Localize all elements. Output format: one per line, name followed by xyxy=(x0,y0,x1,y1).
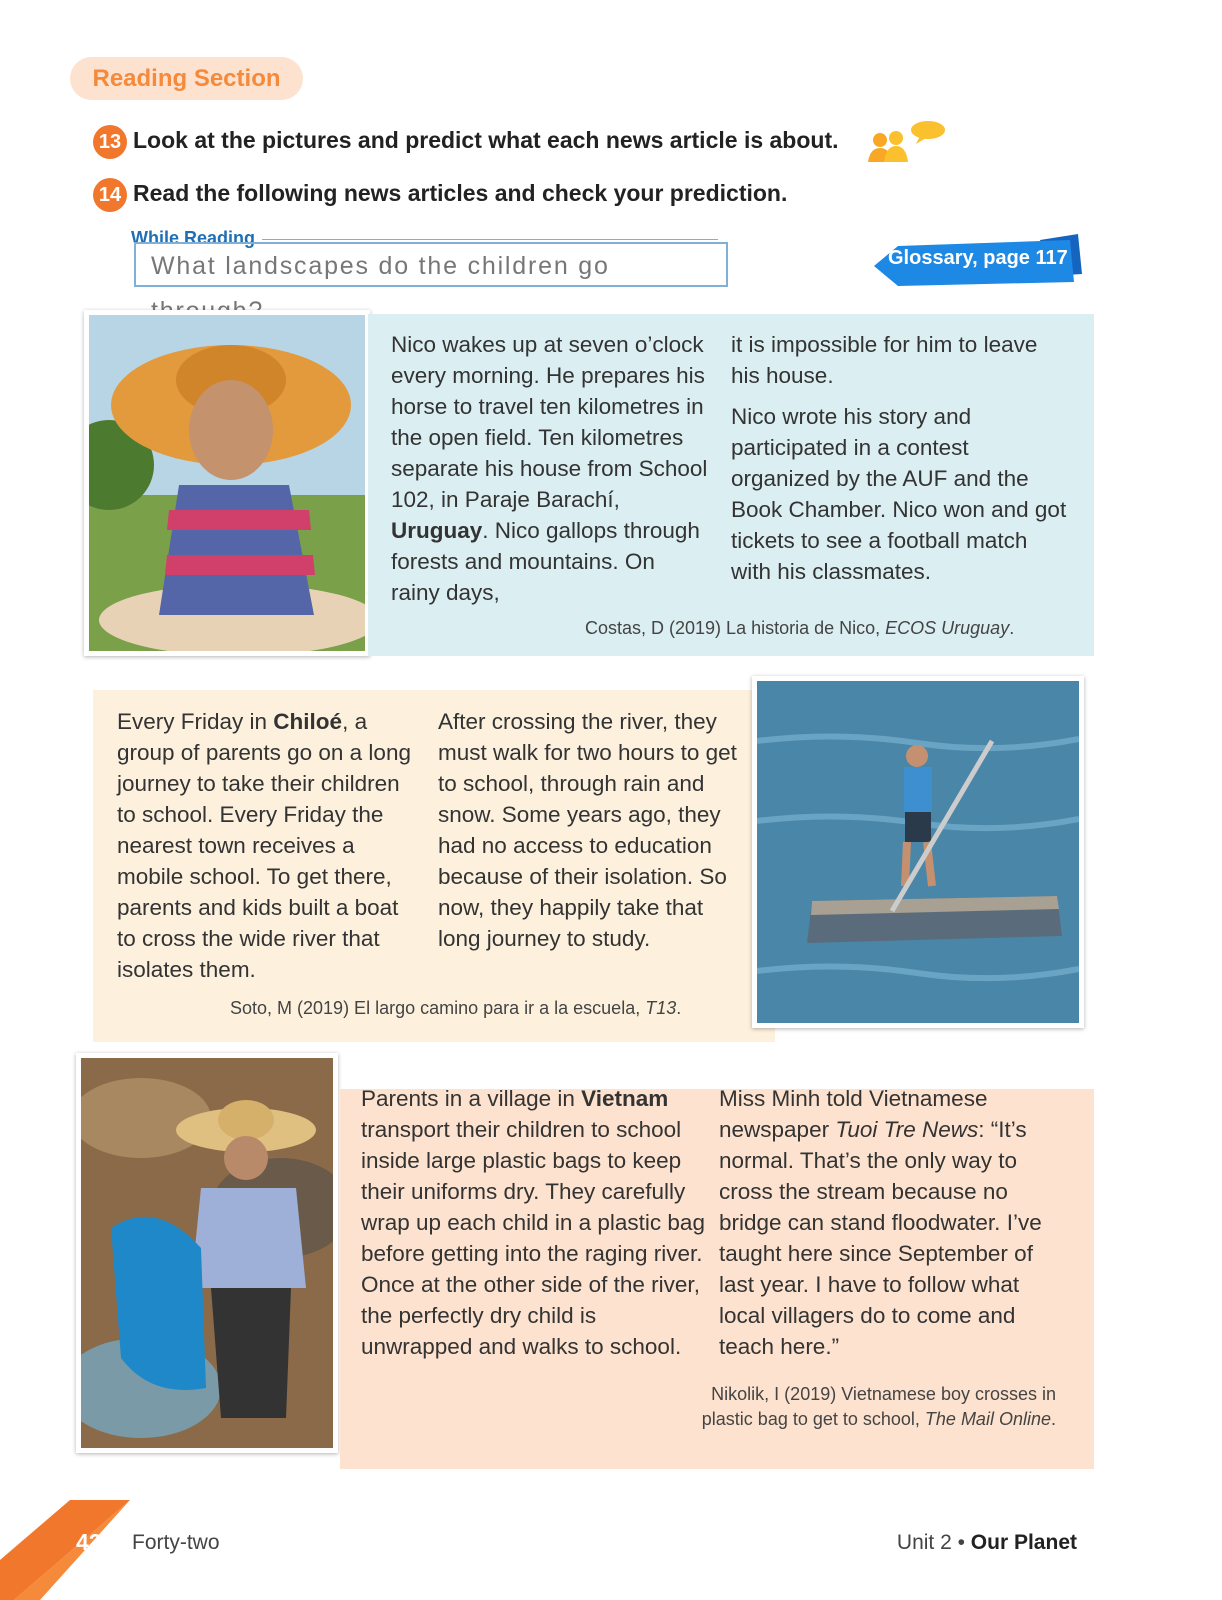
while-reading-label: While Reading xyxy=(131,228,256,248)
article-vietnam-column-2: Miss Minh told Vietnamese newspaper Tuoi Tre News: “It’s normal. That’s the only way to cross the stream because no bridge can stand floodwater. I’ve taught here since September of last year. I have to follow what local villagers do to come and teach here.” xyxy=(719,1086,1042,1359)
page-number-words: Forty-two xyxy=(132,1531,220,1554)
while-reading-rule xyxy=(262,239,718,240)
article-chiloe-citation: Soto, M (2019) El largo camino para ir a la escuela, T13. xyxy=(230,998,682,1018)
photo-woman-with-bag xyxy=(76,1053,338,1453)
place-uruguay: Uruguay xyxy=(391,518,483,543)
photo-boy-on-raft xyxy=(752,676,1084,1028)
unit-label: Unit 2 • Our Planet xyxy=(896,1531,1077,1554)
article-nico-column-2: it is impossible for him to leave his house. Nico wrote his story and participated in a contest organized by the AUF and the Book Chamber. Nico won and got tickets to see a football match with his classmates. xyxy=(731,332,1067,584)
instruction-13 xyxy=(93,125,839,159)
instruction-14 xyxy=(93,178,787,212)
article-vietnam-citation: Nikolik, I (2019) Vietnamese boy crosses in plastic bag to get to school, The Mail Online. xyxy=(701,1384,1056,1429)
place-chiloe: Chiloé xyxy=(273,709,343,734)
instruction-text: Read the following news articles and check your prediction. xyxy=(133,180,788,207)
glossary-link[interactable]: Glossary, page 117 xyxy=(888,247,1068,269)
pair-work-icon xyxy=(862,118,952,170)
article-chiloe-column-1: Every Friday in Chiloé, a group of parents go on a long journey to take their children to school. Every Friday the nearest town receives a mobile school. To get there, parents and kids built a boat to cross the wide river that isolates them. xyxy=(117,709,411,982)
article-nico-column-1: Nico wakes up at seven o’clock every morning. He prepares his horse to travel ten kilometres in the open field. Ten kilometres separate his house from School 102, in Paraje Barachí, Uruguay. Nico gallops through forests and mountains. On rainy days, xyxy=(391,332,708,605)
while-reading-question: What landscapes do the children go xyxy=(134,242,728,287)
instruction-number: 13 xyxy=(93,125,127,159)
unit-title: Our Planet xyxy=(970,1531,1077,1554)
page-number: 42 xyxy=(76,1529,102,1555)
instruction-text: Look at the pictures and predict what each news article is about. xyxy=(133,127,839,154)
article-chiloe-column-2: After crossing the river, they must walk for two hours to get to school, through rain and snow. Some years ago, they had no access to education because of their isolation. So now, they happily take that long journey to study. xyxy=(438,709,737,951)
article-nico-citation: Costas, D (2019) La historia de Nico, ECOS Uruguay. xyxy=(585,618,1015,638)
instruction-number: 14 xyxy=(93,178,127,212)
newspaper-name: Tuoi Tre News xyxy=(835,1117,979,1142)
page-corner-decoration xyxy=(0,1500,130,1600)
section-label: Reading Section xyxy=(70,57,303,100)
place-vietnam: Vietnam xyxy=(581,1086,669,1111)
article-vietnam-column-1: Parents in a village in Vietnam transport their children to school inside large plastic bags to keep their uniforms dry. They carefully wrap up each child in a plastic bag before getting into the raging river. Once at the other side of the river, the perfectly dry child is unwrapped and walks to school. xyxy=(361,1086,705,1359)
photo-boy-in-hat xyxy=(84,310,370,656)
